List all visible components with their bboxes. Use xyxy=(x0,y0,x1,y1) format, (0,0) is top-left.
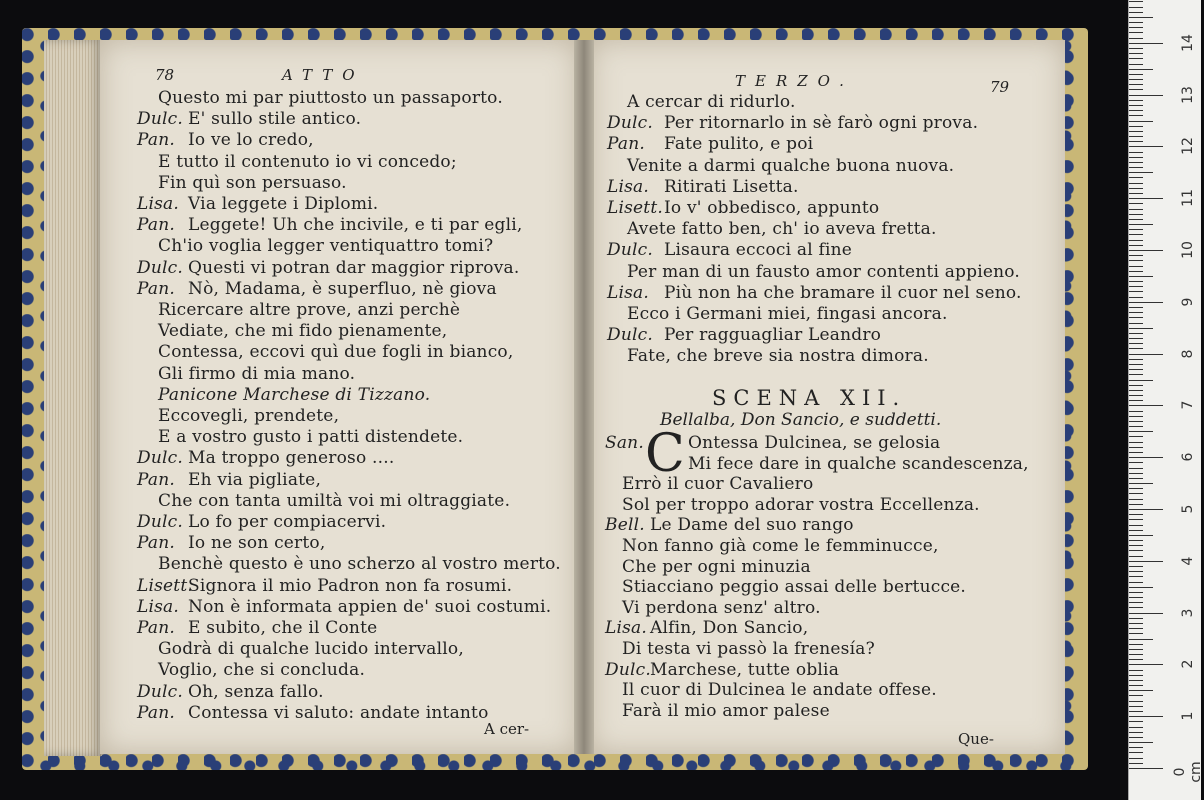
verse-line: Nò, Madama, è superfluo, nè giova xyxy=(188,278,497,299)
ruler-tick xyxy=(1129,664,1163,665)
verse-line: Benchè questo è uno scherzo al vostro merto. xyxy=(158,554,561,575)
ruler-tick xyxy=(1129,53,1143,54)
ruler-tick xyxy=(1129,597,1143,598)
ruler-tick xyxy=(1129,483,1153,484)
ruler-tick xyxy=(1129,172,1153,173)
ruler-tick xyxy=(1129,504,1143,505)
ruler-number: 6 xyxy=(1180,452,1196,462)
verse-line: Questi vi potran dar maggior riprova. xyxy=(188,257,520,278)
ruler-tick xyxy=(1129,695,1143,696)
ruler-number: 14 xyxy=(1180,33,1196,52)
ruler-tick xyxy=(1129,183,1143,184)
ruler-tick xyxy=(1129,7,1143,8)
ruler-tick xyxy=(1129,74,1143,75)
ruler-tick xyxy=(1129,255,1143,256)
verse-line: Ecco i Germani miei, fingasi ancora. xyxy=(627,304,948,324)
verse-line: E a vostro gusto i patti distendete. xyxy=(158,427,464,448)
verse-line: Leggete! Uh che incivile, e ti par egli, xyxy=(188,215,523,236)
ruler-tick xyxy=(1129,727,1143,728)
ruler-tick xyxy=(1129,146,1163,147)
ruler-tick xyxy=(1129,312,1143,313)
ruler-tick xyxy=(1129,177,1143,178)
ruler-tick xyxy=(1129,286,1143,287)
verse-line: Ma troppo generoso .... xyxy=(188,448,395,469)
verse-line: Fate pulito, e poi xyxy=(664,134,814,155)
ruler-tick xyxy=(1129,706,1143,707)
verse-line: Mi fece dare in qualche scandescenza, xyxy=(688,453,1029,474)
ruler-tick xyxy=(1129,550,1143,551)
scene-title: SCENA XII. xyxy=(712,386,907,410)
ruler-tick xyxy=(1129,297,1143,298)
ruler-tick xyxy=(1129,488,1143,489)
ruler-tick xyxy=(1129,545,1143,546)
verse-line: Via leggete i Diplomi. xyxy=(188,194,379,214)
ruler-number: 4 xyxy=(1180,556,1196,566)
ruler-number: 2 xyxy=(1180,659,1196,669)
verse-line: Non fanno già come le femminucce, xyxy=(622,536,939,556)
speaker-label: Dulc. xyxy=(137,681,183,702)
speaker-label: Dulc. xyxy=(607,113,653,134)
ruler-tick xyxy=(1129,79,1143,80)
ruler-tick xyxy=(1129,607,1143,608)
ruler-tick xyxy=(1129,214,1143,215)
ruler-tick xyxy=(1129,540,1143,541)
ruler-tick xyxy=(1129,323,1143,324)
ruler-tick xyxy=(1129,338,1143,339)
speaker-label: Pan. xyxy=(137,278,175,299)
speaker-label: Lisa. xyxy=(607,176,649,197)
ruler-tick xyxy=(1129,385,1143,386)
ruler-number xyxy=(1180,0,1196,6)
ruler-number: 12 xyxy=(1180,137,1196,156)
verse-line: Questo mi par piuttosto un passaporto. xyxy=(158,88,503,108)
ruler-tick xyxy=(1129,592,1143,593)
right-catchword: Que- xyxy=(958,730,994,748)
ruler-tick xyxy=(1129,452,1143,453)
ruler-number: 8 xyxy=(1180,349,1196,359)
verse-line: E subito, che il Conte xyxy=(188,618,378,638)
ruler-tick xyxy=(1129,369,1143,370)
ruler-tick xyxy=(1129,426,1143,427)
ruler-tick xyxy=(1129,131,1143,132)
left-page-number: 78 xyxy=(155,66,175,84)
ruler-tick xyxy=(1129,380,1153,381)
left-catchword: A cer- xyxy=(484,720,530,738)
ruler-tick xyxy=(1129,737,1143,738)
verse-line: Voglio, che si concluda. xyxy=(158,660,366,681)
ruler-tick xyxy=(1129,721,1143,722)
ruler-tick xyxy=(1129,281,1143,282)
ruler-tick xyxy=(1129,100,1143,101)
ruler-tick xyxy=(1129,188,1143,189)
ruler-tick xyxy=(1129,121,1153,122)
verse-line: Il cuor di Dulcinea le andate offese. xyxy=(622,680,937,701)
ruler-tick xyxy=(1129,400,1143,401)
speaker-label: Dulc. xyxy=(607,325,653,346)
ruler-tick xyxy=(1129,229,1143,230)
ruler-tick xyxy=(1129,675,1143,676)
ruler-tick xyxy=(1129,556,1143,557)
ruler-tick xyxy=(1129,685,1143,686)
speaker-label: Lisett. xyxy=(137,575,193,596)
ruler-tick xyxy=(1129,670,1143,671)
ruler-tick xyxy=(1129,224,1153,225)
ruler-tick xyxy=(1129,468,1143,469)
ruler-tick xyxy=(1129,203,1143,204)
speaker-label: Lisa. xyxy=(607,282,649,303)
ruler-tick xyxy=(1129,152,1143,153)
speaker-label: Dulc. xyxy=(605,659,651,680)
verse-line: Non è informata appien de' suoi costumi. xyxy=(188,596,552,617)
speaker-label: Bell. xyxy=(605,515,645,536)
speaker-label: Dulc. xyxy=(137,109,183,130)
verse-line: Alfin, Don Sancio, xyxy=(650,618,809,639)
verse-line: E' sullo stile antico. xyxy=(188,109,362,130)
ruler-tick xyxy=(1129,493,1143,494)
speaker-label: Pan. xyxy=(137,618,175,638)
ruler-number: 10 xyxy=(1180,241,1196,259)
verse-line: Contessa, eccovi quì due fogli in bianco, xyxy=(158,342,514,363)
verse-line: Marchese, tutte oblia xyxy=(650,659,840,680)
ruler-tick xyxy=(1129,618,1143,619)
speaker-label: Pan. xyxy=(137,702,175,723)
verse-line: Sol per troppo adorar vostra Eccellenza. xyxy=(622,494,980,515)
ruler-tick xyxy=(1129,623,1143,624)
verse-line: Io ne son certo, xyxy=(188,533,326,554)
ruler-tick xyxy=(1129,639,1153,640)
verse-line: Ontessa Dulcinea, se gelosia xyxy=(688,433,941,453)
verse-line: Di testa vi passò la frenesía? xyxy=(622,639,875,659)
ruler-tick xyxy=(1129,442,1143,443)
ruler-tick xyxy=(1129,48,1143,49)
ruler-tick xyxy=(1129,27,1143,28)
ruler-tick xyxy=(1129,582,1143,583)
ruler-number: 13 xyxy=(1180,85,1196,104)
ruler-tick xyxy=(1129,17,1153,18)
speaker-label: Dulc. xyxy=(137,257,183,278)
verse-line: Per ritornarlo in sè farò ogni prova. xyxy=(664,113,979,134)
ruler-number: 11 xyxy=(1180,189,1196,208)
verse-line: Vediate, che mi fido pienamente, xyxy=(158,321,448,342)
ruler-tick xyxy=(1129,680,1143,681)
ruler-tick xyxy=(1129,711,1143,712)
ruler-tick xyxy=(1129,535,1153,536)
ruler-tick xyxy=(1129,240,1143,241)
verse-line: Ch'io voglia legger ventiquattro tomi? xyxy=(158,236,494,257)
ruler-tick xyxy=(1129,411,1143,412)
verse-line: A cercar di ridurlo. xyxy=(627,92,796,112)
verse-line: Io v' obbedisco, appunto xyxy=(664,198,880,218)
ruler-tick xyxy=(1129,436,1143,437)
ruler-tick xyxy=(1129,364,1143,365)
ruler-tick xyxy=(1129,462,1143,463)
verse-line: Fin quì son persuaso. xyxy=(158,172,347,193)
ruler-tick xyxy=(1129,343,1143,344)
ruler-tick xyxy=(1129,307,1143,308)
ruler-tick xyxy=(1129,768,1163,769)
verse-line: Farà il mio amor palese xyxy=(622,700,830,721)
measuring-ruler xyxy=(1128,0,1204,800)
verse-line: Stiacciano peggio assai delle bertucce. xyxy=(622,577,967,598)
left-running-head: ATTO xyxy=(282,66,365,84)
ruler-tick xyxy=(1129,457,1163,458)
ruler-tick xyxy=(1129,530,1143,531)
ruler-tick xyxy=(1129,12,1143,13)
ruler-tick xyxy=(1129,198,1163,199)
ruler-number: 1 xyxy=(1180,711,1196,721)
ruler-tick xyxy=(1129,763,1143,764)
ruler-tick xyxy=(1129,649,1143,650)
ruler-tick xyxy=(1129,38,1143,39)
ruler-tick xyxy=(1129,405,1163,406)
drop-capital: C xyxy=(645,424,685,484)
ruler-tick xyxy=(1129,32,1143,33)
ruler-tick xyxy=(1129,602,1143,603)
ruler-tick xyxy=(1129,1,1143,2)
right-running-head: TERZO. xyxy=(735,72,854,90)
speaker-label: Lisa. xyxy=(605,618,647,639)
ruler-tick xyxy=(1129,115,1143,116)
ruler-tick xyxy=(1129,514,1143,515)
ruler-tick xyxy=(1129,395,1143,396)
ruler-tick xyxy=(1129,89,1143,90)
ruler-tick xyxy=(1129,69,1153,70)
ruler-tick xyxy=(1129,302,1163,303)
ruler-tick xyxy=(1129,716,1163,717)
ruler-tick xyxy=(1129,333,1143,334)
ruler-tick xyxy=(1129,126,1143,127)
ruler-number: 9 xyxy=(1180,297,1196,307)
ruler-tick xyxy=(1129,234,1143,235)
ruler-tick xyxy=(1129,509,1163,510)
speaker-label: Lisa. xyxy=(137,596,179,617)
speaker-label: Pan. xyxy=(607,134,645,155)
ruler-tick xyxy=(1129,499,1143,500)
ruler-tick xyxy=(1129,478,1143,479)
ruler-tick xyxy=(1129,317,1143,318)
ruler-tick xyxy=(1129,758,1143,759)
ruler-tick xyxy=(1129,22,1143,23)
ruler-tick xyxy=(1129,390,1143,391)
verse-line: Eccovegli, prendete, xyxy=(158,406,340,426)
speaker-label: Dulc. xyxy=(607,240,653,261)
page-edges xyxy=(44,40,102,756)
ruler-tick xyxy=(1129,628,1143,629)
ruler-tick xyxy=(1129,752,1143,753)
ruler-tick xyxy=(1129,613,1163,614)
ruler-tick xyxy=(1129,328,1153,329)
ruler-tick xyxy=(1129,587,1153,588)
ruler-unit-label: 0 cm xyxy=(1172,761,1204,783)
verse-line: Ricercare altre prove, anzi perchè xyxy=(158,300,461,320)
scene-characters: Bellalba, Don Sancio, e suddetti. xyxy=(660,410,942,430)
ruler-number: 3 xyxy=(1180,608,1196,618)
ruler-tick xyxy=(1129,58,1143,59)
verse-line: Che con tanta umiltà voi mi oltraggiate. xyxy=(158,490,511,511)
ruler-tick xyxy=(1129,644,1143,645)
verse-line: Io ve lo credo, xyxy=(188,130,314,151)
speaker-label: Pan. xyxy=(137,469,175,490)
verse-line: Eh via pigliate, xyxy=(188,469,322,490)
speaker-label: Dulc. xyxy=(137,448,183,469)
verse-line: E tutto il contenuto io vi concedo; xyxy=(158,151,457,172)
ruler-tick xyxy=(1129,291,1143,292)
ruler-tick xyxy=(1129,571,1143,572)
ruler-tick xyxy=(1129,359,1143,360)
ruler-tick xyxy=(1129,348,1143,349)
right-page-number: 79 xyxy=(990,78,1010,96)
verse-line: Signora il mio Padron non fa rosumi. xyxy=(188,575,513,596)
verse-line: Avete fatto ben, ch' io aveva fretta. xyxy=(627,219,937,240)
speaker-label: San. xyxy=(605,433,644,453)
speaker-label: Dulc. xyxy=(137,512,183,532)
speaker-label: Lisett. xyxy=(607,198,663,218)
ruler-tick xyxy=(1129,561,1163,562)
ruler-tick xyxy=(1129,276,1153,277)
ruler-tick xyxy=(1129,421,1143,422)
verse-line: Lo fo per compiacervi. xyxy=(188,512,387,532)
verse-line: Godrà di qualche lucido intervallo, xyxy=(158,639,464,660)
ruler-tick xyxy=(1129,84,1143,85)
ruler-tick xyxy=(1129,43,1163,44)
ruler-tick xyxy=(1129,141,1143,142)
ruler-tick xyxy=(1129,245,1143,246)
speaker-label: Pan. xyxy=(137,130,175,151)
ruler-tick xyxy=(1129,525,1143,526)
ruler-tick xyxy=(1129,732,1143,733)
ruler-tick xyxy=(1129,473,1143,474)
ruler-tick xyxy=(1129,260,1143,261)
verse-line: Panicone Marchese di Tizzano. xyxy=(158,384,431,405)
verse-line: Ritirati Lisetta. xyxy=(664,176,799,197)
ruler-number: 7 xyxy=(1180,400,1196,410)
ruler-tick xyxy=(1129,162,1143,163)
speaker-label: Pan. xyxy=(137,533,175,554)
ruler-tick xyxy=(1129,250,1163,251)
ruler-tick xyxy=(1129,654,1143,655)
ruler-tick xyxy=(1129,354,1163,355)
ruler-tick xyxy=(1129,519,1143,520)
ruler-tick xyxy=(1129,167,1143,168)
ruler-tick xyxy=(1129,416,1143,417)
ruler-tick xyxy=(1129,659,1143,660)
ruler-tick xyxy=(1129,105,1143,106)
verse-line: Che per ogni minuzia xyxy=(622,556,811,577)
book-gutter xyxy=(574,40,594,754)
ruler-tick xyxy=(1129,701,1143,702)
ruler-tick xyxy=(1129,374,1143,375)
verse-line: Gli firmo di mia mano. xyxy=(158,363,356,384)
speaker-label: Lisa. xyxy=(137,194,179,214)
ruler-tick xyxy=(1129,576,1143,577)
ruler-tick xyxy=(1129,742,1153,743)
ruler-tick xyxy=(1129,64,1143,65)
verse-line: Fate, che breve sia nostra dimora. xyxy=(627,346,929,367)
verse-line: Le Dame del suo rango xyxy=(650,515,854,536)
verse-line: Vi perdona senz' altro. xyxy=(622,597,821,618)
speaker-label: Pan. xyxy=(137,215,175,236)
ruler-tick xyxy=(1129,157,1143,158)
ruler-tick xyxy=(1129,633,1143,634)
verse-line: Per man di un fausto amor contenti appieno. xyxy=(627,261,1020,282)
ruler-tick xyxy=(1129,447,1143,448)
ruler-tick xyxy=(1129,266,1143,267)
ruler-tick xyxy=(1129,431,1153,432)
verse-line: Lisaura eccoci al fine xyxy=(664,240,853,261)
verse-line: Contessa vi saluto: andate intanto xyxy=(188,702,489,723)
ruler-tick xyxy=(1129,95,1163,96)
ruler-tick xyxy=(1129,690,1153,691)
ruler-tick xyxy=(1129,219,1143,220)
ruler-number: 5 xyxy=(1180,504,1196,514)
ruler-tick xyxy=(1129,747,1143,748)
verse-line: Per ragguagliar Leandro xyxy=(664,325,882,346)
ruler-tick xyxy=(1129,110,1143,111)
verse-line: Oh, senza fallo. xyxy=(188,681,324,702)
ruler-tick xyxy=(1129,271,1143,272)
ruler-tick xyxy=(1129,136,1143,137)
ruler-tick xyxy=(1129,209,1143,210)
verse-line: Più non ha che bramare il cuor nel seno. xyxy=(664,282,1022,303)
verse-line: Venite a darmi qualche buona nuova. xyxy=(627,155,955,176)
verse-line: Errò il cuor Cavaliero xyxy=(622,474,814,495)
ruler-tick xyxy=(1129,566,1143,567)
ruler-tick xyxy=(1129,193,1143,194)
